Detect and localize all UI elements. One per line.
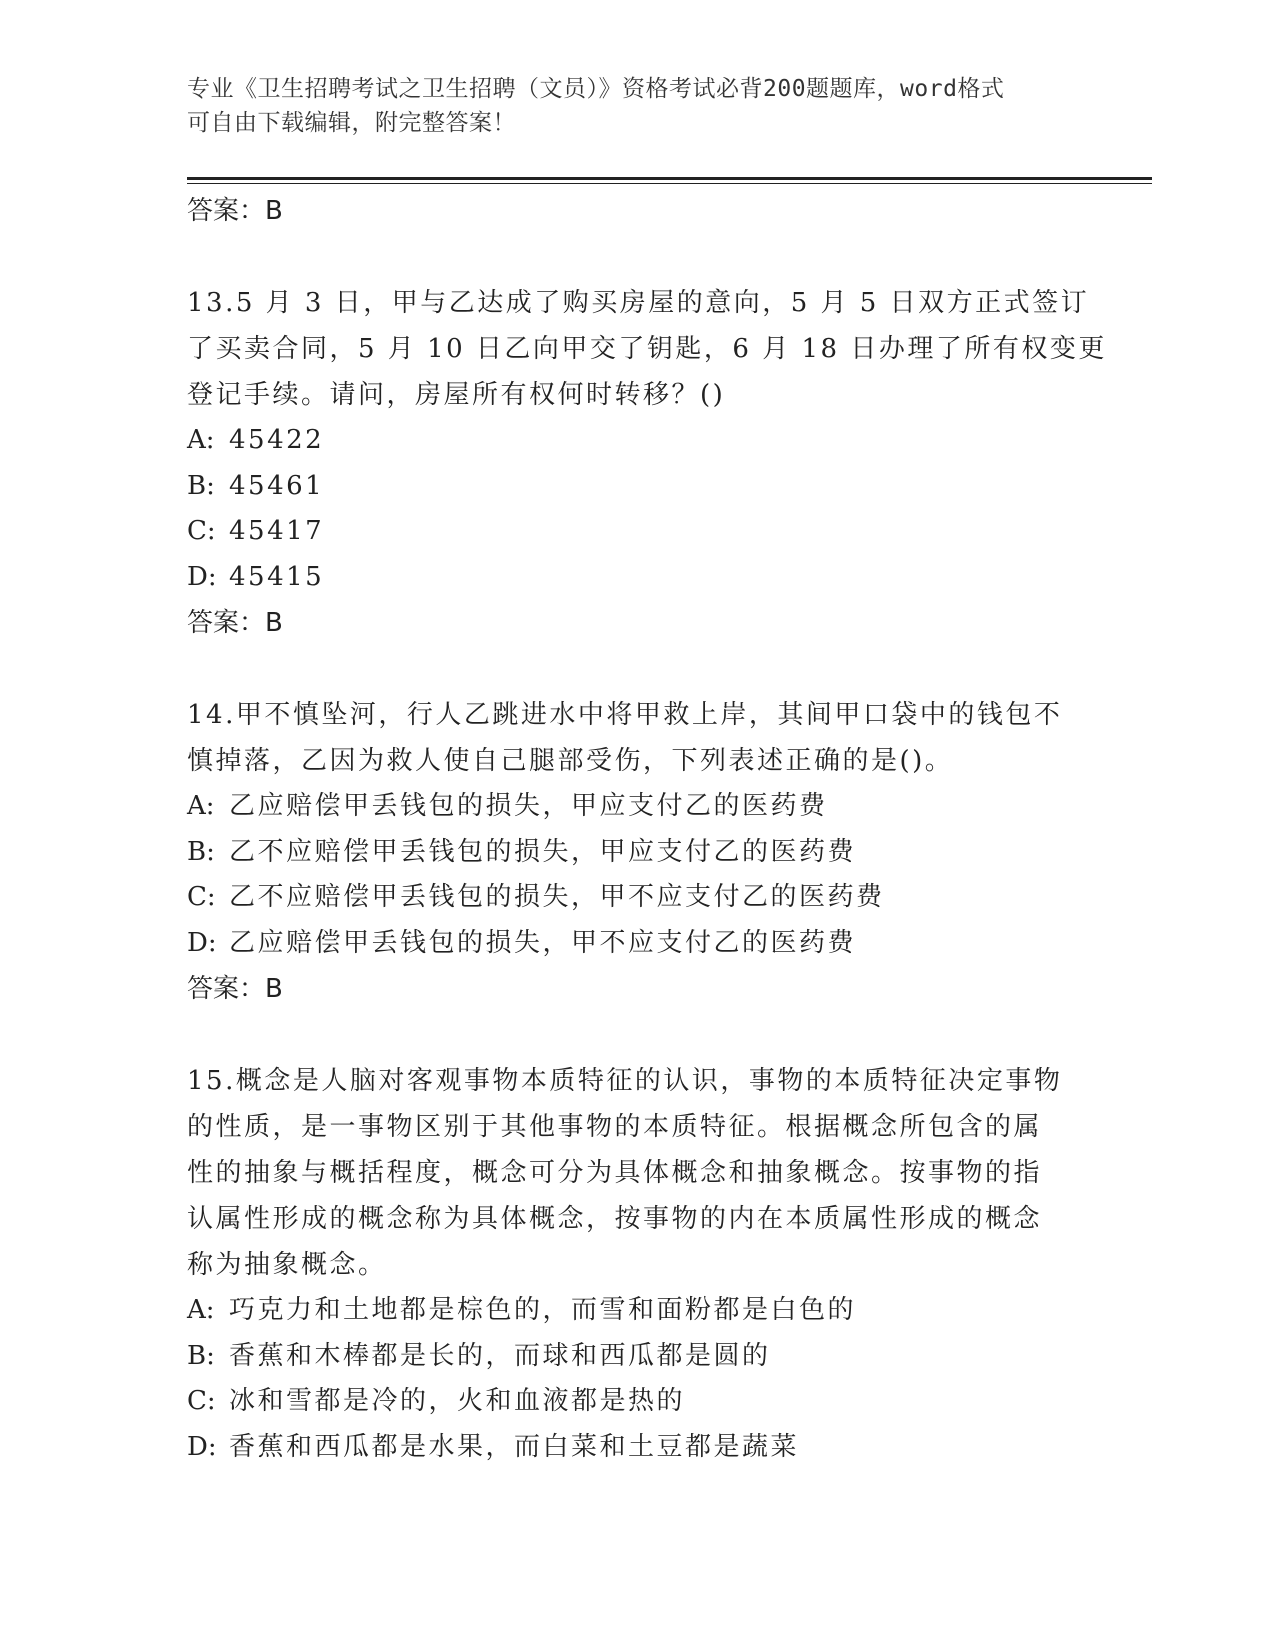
- answer-line: 答案：B: [187, 608, 283, 638]
- question-block: [187, 280, 1107, 646]
- question-stem: [187, 1058, 1087, 1288]
- header-divider-thin: [187, 183, 1152, 184]
- option-text: 香蕉和西瓜都是水果，而白菜和土豆都是蔬菜: [229, 1431, 800, 1462]
- stem-line: 14.甲不慎坠河，行人乙跳进水中将甲救上岸，其间甲口袋中的钱包不: [187, 700, 1063, 730]
- option-letter: A:: [187, 791, 215, 821]
- option-text: 45461: [229, 470, 325, 501]
- option-letter: D:: [187, 561, 217, 592]
- option-letter: C:: [187, 516, 216, 546]
- option-letter: A:: [187, 425, 215, 455]
- option-b: [187, 1334, 1087, 1380]
- option-letter: B:: [187, 470, 215, 501]
- option-text: 45415: [229, 561, 325, 592]
- option-letter: B:: [187, 836, 215, 867]
- question-block: [187, 1058, 1087, 1470]
- stem-line: 15.概念是人脑对客观事物本质特征的认识，事物的本质特征决定事物: [187, 1066, 1063, 1096]
- option-text: 乙不应赔偿甲丢钱包的损失，甲应支付乙的医药费: [229, 836, 857, 867]
- document-body: [187, 188, 1107, 1470]
- option-letter: C:: [187, 1386, 216, 1416]
- option-d: [187, 921, 1087, 967]
- option-letter: C:: [187, 882, 216, 912]
- spacer: [187, 234, 1087, 280]
- stem-line: 登记手续。请问，房屋所有权何时转移？(): [187, 380, 726, 410]
- option-c: [187, 875, 1087, 921]
- header-line: 专业《卫生招聘考试之卫生招聘（文员）》资格考试必背200题题库，word格式: [187, 76, 1005, 102]
- stem-line: 慎掉落，乙因为救人使自己腿部受伤，下列表述正确的是()。: [187, 746, 954, 776]
- option-a: [187, 784, 1087, 830]
- stem-line: 13.5 月 3 日，甲与乙达成了购买房屋的意向，5 月 5 日双方正式签订: [187, 288, 1090, 318]
- spacer: [187, 1012, 1087, 1058]
- option-d: [187, 555, 1087, 601]
- stem-line: 了买卖合同，5 月 10 日乙向甲交了钥匙，6 月 18 日办理了所有权变更: [187, 334, 1107, 364]
- option-letter: A:: [187, 1295, 215, 1325]
- stem-line: 称为抽象概念。: [187, 1250, 387, 1280]
- document-header: [187, 72, 1087, 140]
- option-a: [187, 418, 1087, 464]
- stem-line: 认属性形成的概念称为具体概念，按事物的内在本质属性形成的概念: [187, 1204, 1043, 1234]
- option-letter: D:: [187, 1431, 217, 1462]
- answer-line: 答案：B: [187, 974, 283, 1004]
- option-letter: B:: [187, 1340, 215, 1371]
- option-text: 香蕉和木棒都是长的，而球和西瓜都是圆的: [229, 1340, 771, 1371]
- header-line: 可自由下载编辑，附完整答案！: [187, 110, 516, 136]
- option-b: [187, 464, 1087, 510]
- option-d: [187, 1425, 1087, 1471]
- spacer: [187, 646, 1087, 692]
- stem-line: 的性质，是一事物区别于其他事物的本质特征。根据概念所包含的属: [187, 1112, 1043, 1142]
- option-text: 冰和雪都是冷的，火和血液都是热的: [229, 1386, 686, 1416]
- answer-line: 答案：B: [187, 196, 283, 226]
- option-text: 巧克力和土地都是棕色的，而雪和面粉都是白色的: [229, 1295, 857, 1325]
- question-stem: [187, 692, 1087, 784]
- header-divider: [187, 177, 1152, 180]
- option-letter: D:: [187, 927, 217, 958]
- stem-line: 性的抽象与概括程度，概念可分为具体概念和抽象概念。按事物的指: [187, 1158, 1043, 1188]
- option-a: [187, 1288, 1087, 1334]
- option-b: [187, 830, 1087, 876]
- option-c: [187, 509, 1087, 555]
- option-text: 45417: [229, 516, 325, 546]
- question-block: [187, 692, 1087, 1012]
- option-text: 乙不应赔偿甲丢钱包的损失，甲不应支付乙的医药费: [229, 882, 885, 912]
- option-text: 乙应赔偿甲丢钱包的损失，甲不应支付乙的医药费: [229, 927, 857, 958]
- option-text: 45422: [229, 425, 325, 455]
- option-c: [187, 1379, 1087, 1425]
- question-stem: [187, 280, 1107, 418]
- option-text: 乙应赔偿甲丢钱包的损失，甲应支付乙的医药费: [229, 791, 828, 821]
